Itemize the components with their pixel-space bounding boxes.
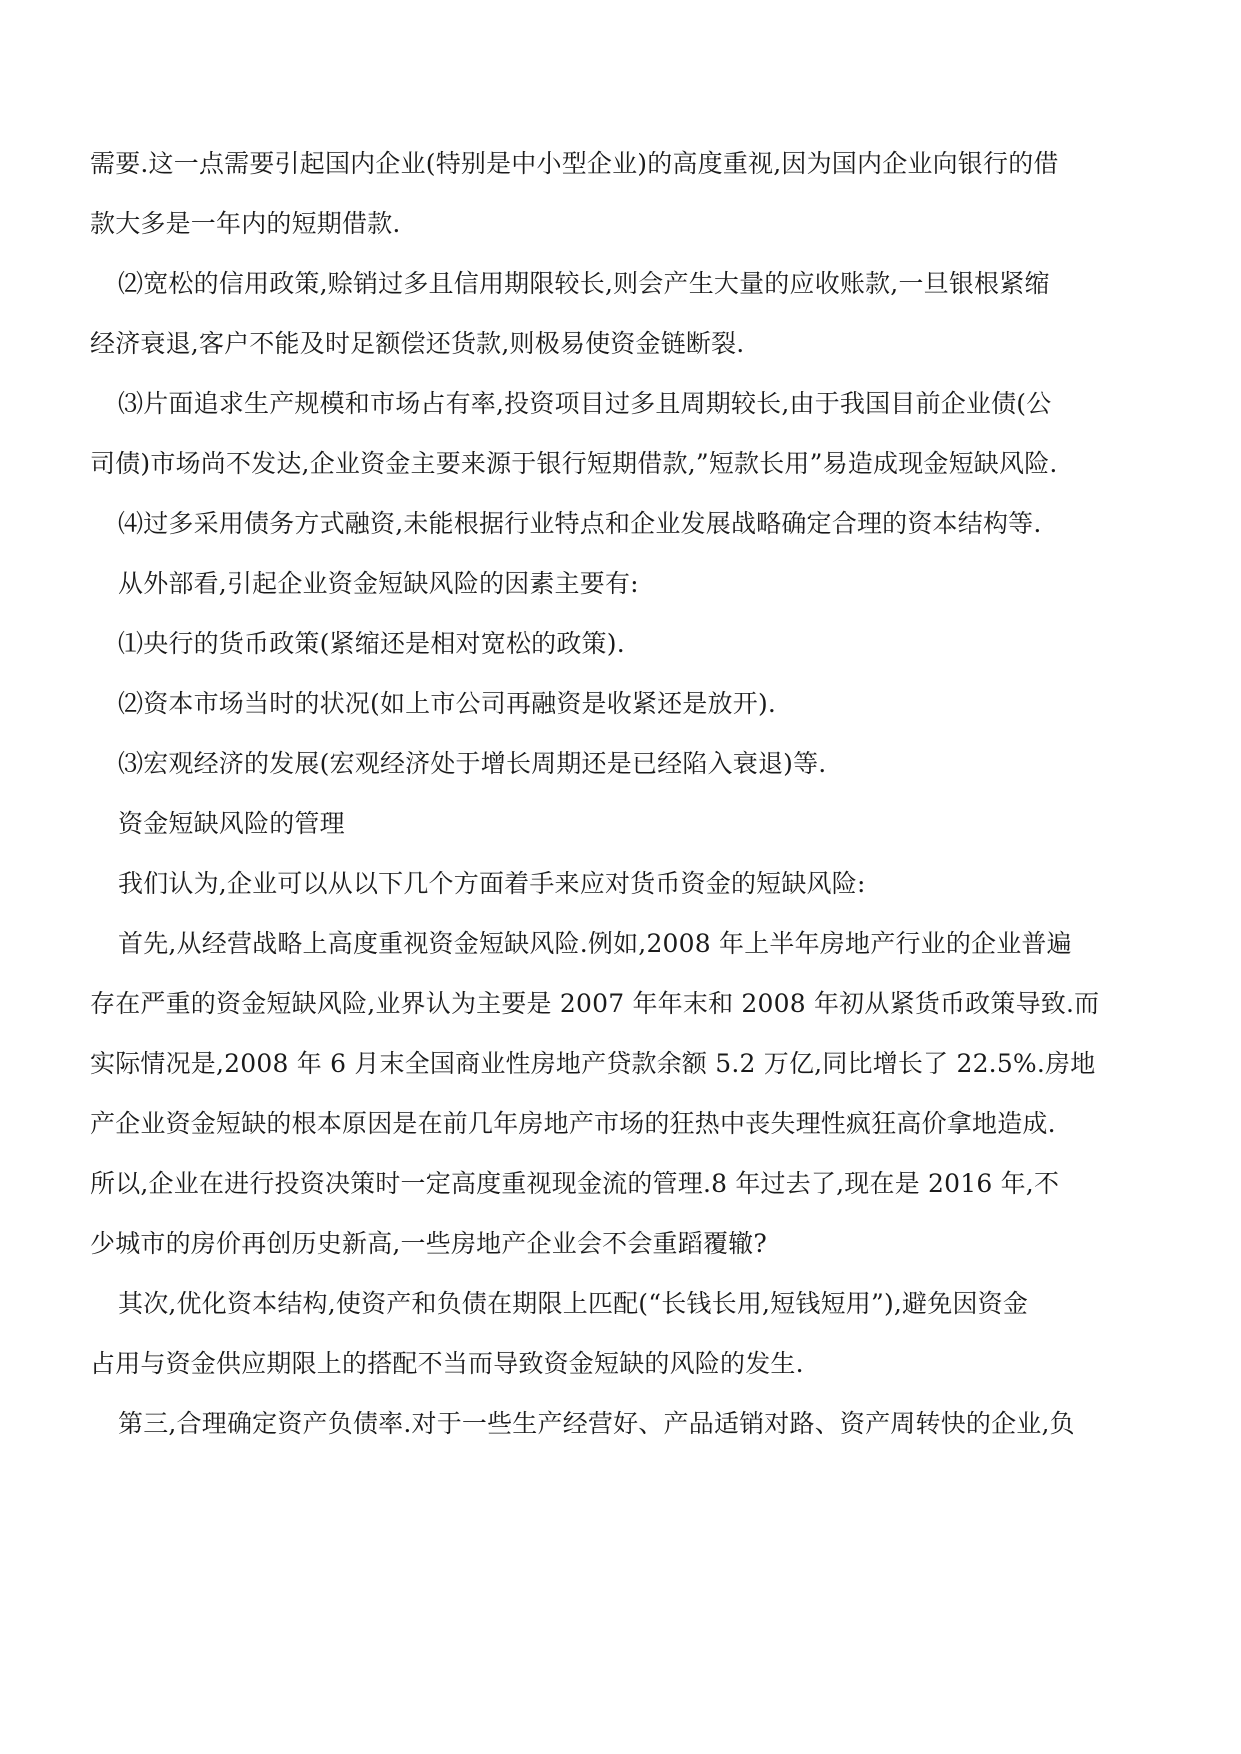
text-line: ⑶片面追求生产规模和市场占有率,投资项目过多且周期较长,由于我国目前企业债(公 <box>118 389 1052 418</box>
text-line: ⑷过多采用债务方式融资,未能根据行业特点和企业发展战略确定合理的资本结构等. <box>118 509 1042 538</box>
text-line: 少城市的房价再创历史新高,一些房地产企业会不会重蹈覆辙? <box>90 1229 767 1258</box>
text-line: 经济衰退,客户不能及时足额偿还货款,则极易使资金链断裂. <box>90 329 745 358</box>
text-line: 存在严重的资金短缺风险,业界认为主要是 2007 年年末和 2008 年初从紧货币政策导致.而 <box>90 989 1100 1018</box>
text-line: 首先,从经营战略上高度重视资金短缺风险.例如,2008 年上半年房地产行业的企业普遍 <box>118 929 1072 958</box>
text-line: 第三,合理确定资产负债率.对于一些生产经营好、产品适销对路、资产周转快的企业,负 <box>118 1409 1075 1438</box>
text-line: 其次,优化资本结构,使资产和负债在期限上匹配(“长钱长用,短钱短用”),避免因资金 <box>118 1289 1029 1318</box>
text-line: 从外部看,引起企业资金短缺风险的因素主要有: <box>118 569 639 598</box>
text-line: 实际情况是,2008 年 6 月末全国商业性房地产贷款余额 5.2 万亿,同比增长了 22.5%.房地 <box>90 1049 1096 1078</box>
text-line: 占用与资金供应期限上的搭配不当而导致资金短缺的风险的发生. <box>90 1349 804 1378</box>
text-line: 产企业资金短缺的根本原因是在前几年房地产市场的狂热中丧失理性疯狂高价拿地造成. <box>90 1109 1056 1138</box>
section-heading: 资金短缺风险的管理 <box>118 809 345 838</box>
text-line: 款大多是一年内的短期借款. <box>90 209 401 238</box>
text-line: ⑵宽松的信用政策,赊销过多且信用期限较长,则会产生大量的应收账款,一旦银根紧缩 <box>118 269 1050 298</box>
text-line: 所以,企业在进行投资决策时一定高度重视现金流的管理.8 年过去了,现在是 2016 年,不 <box>90 1169 1060 1198</box>
text-line: 我们认为,企业可以从以下几个方面着手来应对货币资金的短缺风险: <box>118 869 866 898</box>
text-line: ⑴央行的货币政策(紧缩还是相对宽松的政策). <box>118 629 625 658</box>
text-line: 需要.这一点需要引起国内企业(特别是中小型企业)的高度重视,因为国内企业向银行的借 <box>90 149 1059 178</box>
text-line: ⑶宏观经济的发展(宏观经济处于增长周期还是已经陷入衰退)等. <box>118 749 827 778</box>
text-line: 司债)市场尚不发达,企业资金主要来源于银行短期借款,”短款长用”易造成现金短缺风险. <box>90 449 1058 478</box>
text-line: ⑵资本市场当时的状况(如上市公司再融资是收紧还是放开). <box>118 689 777 718</box>
